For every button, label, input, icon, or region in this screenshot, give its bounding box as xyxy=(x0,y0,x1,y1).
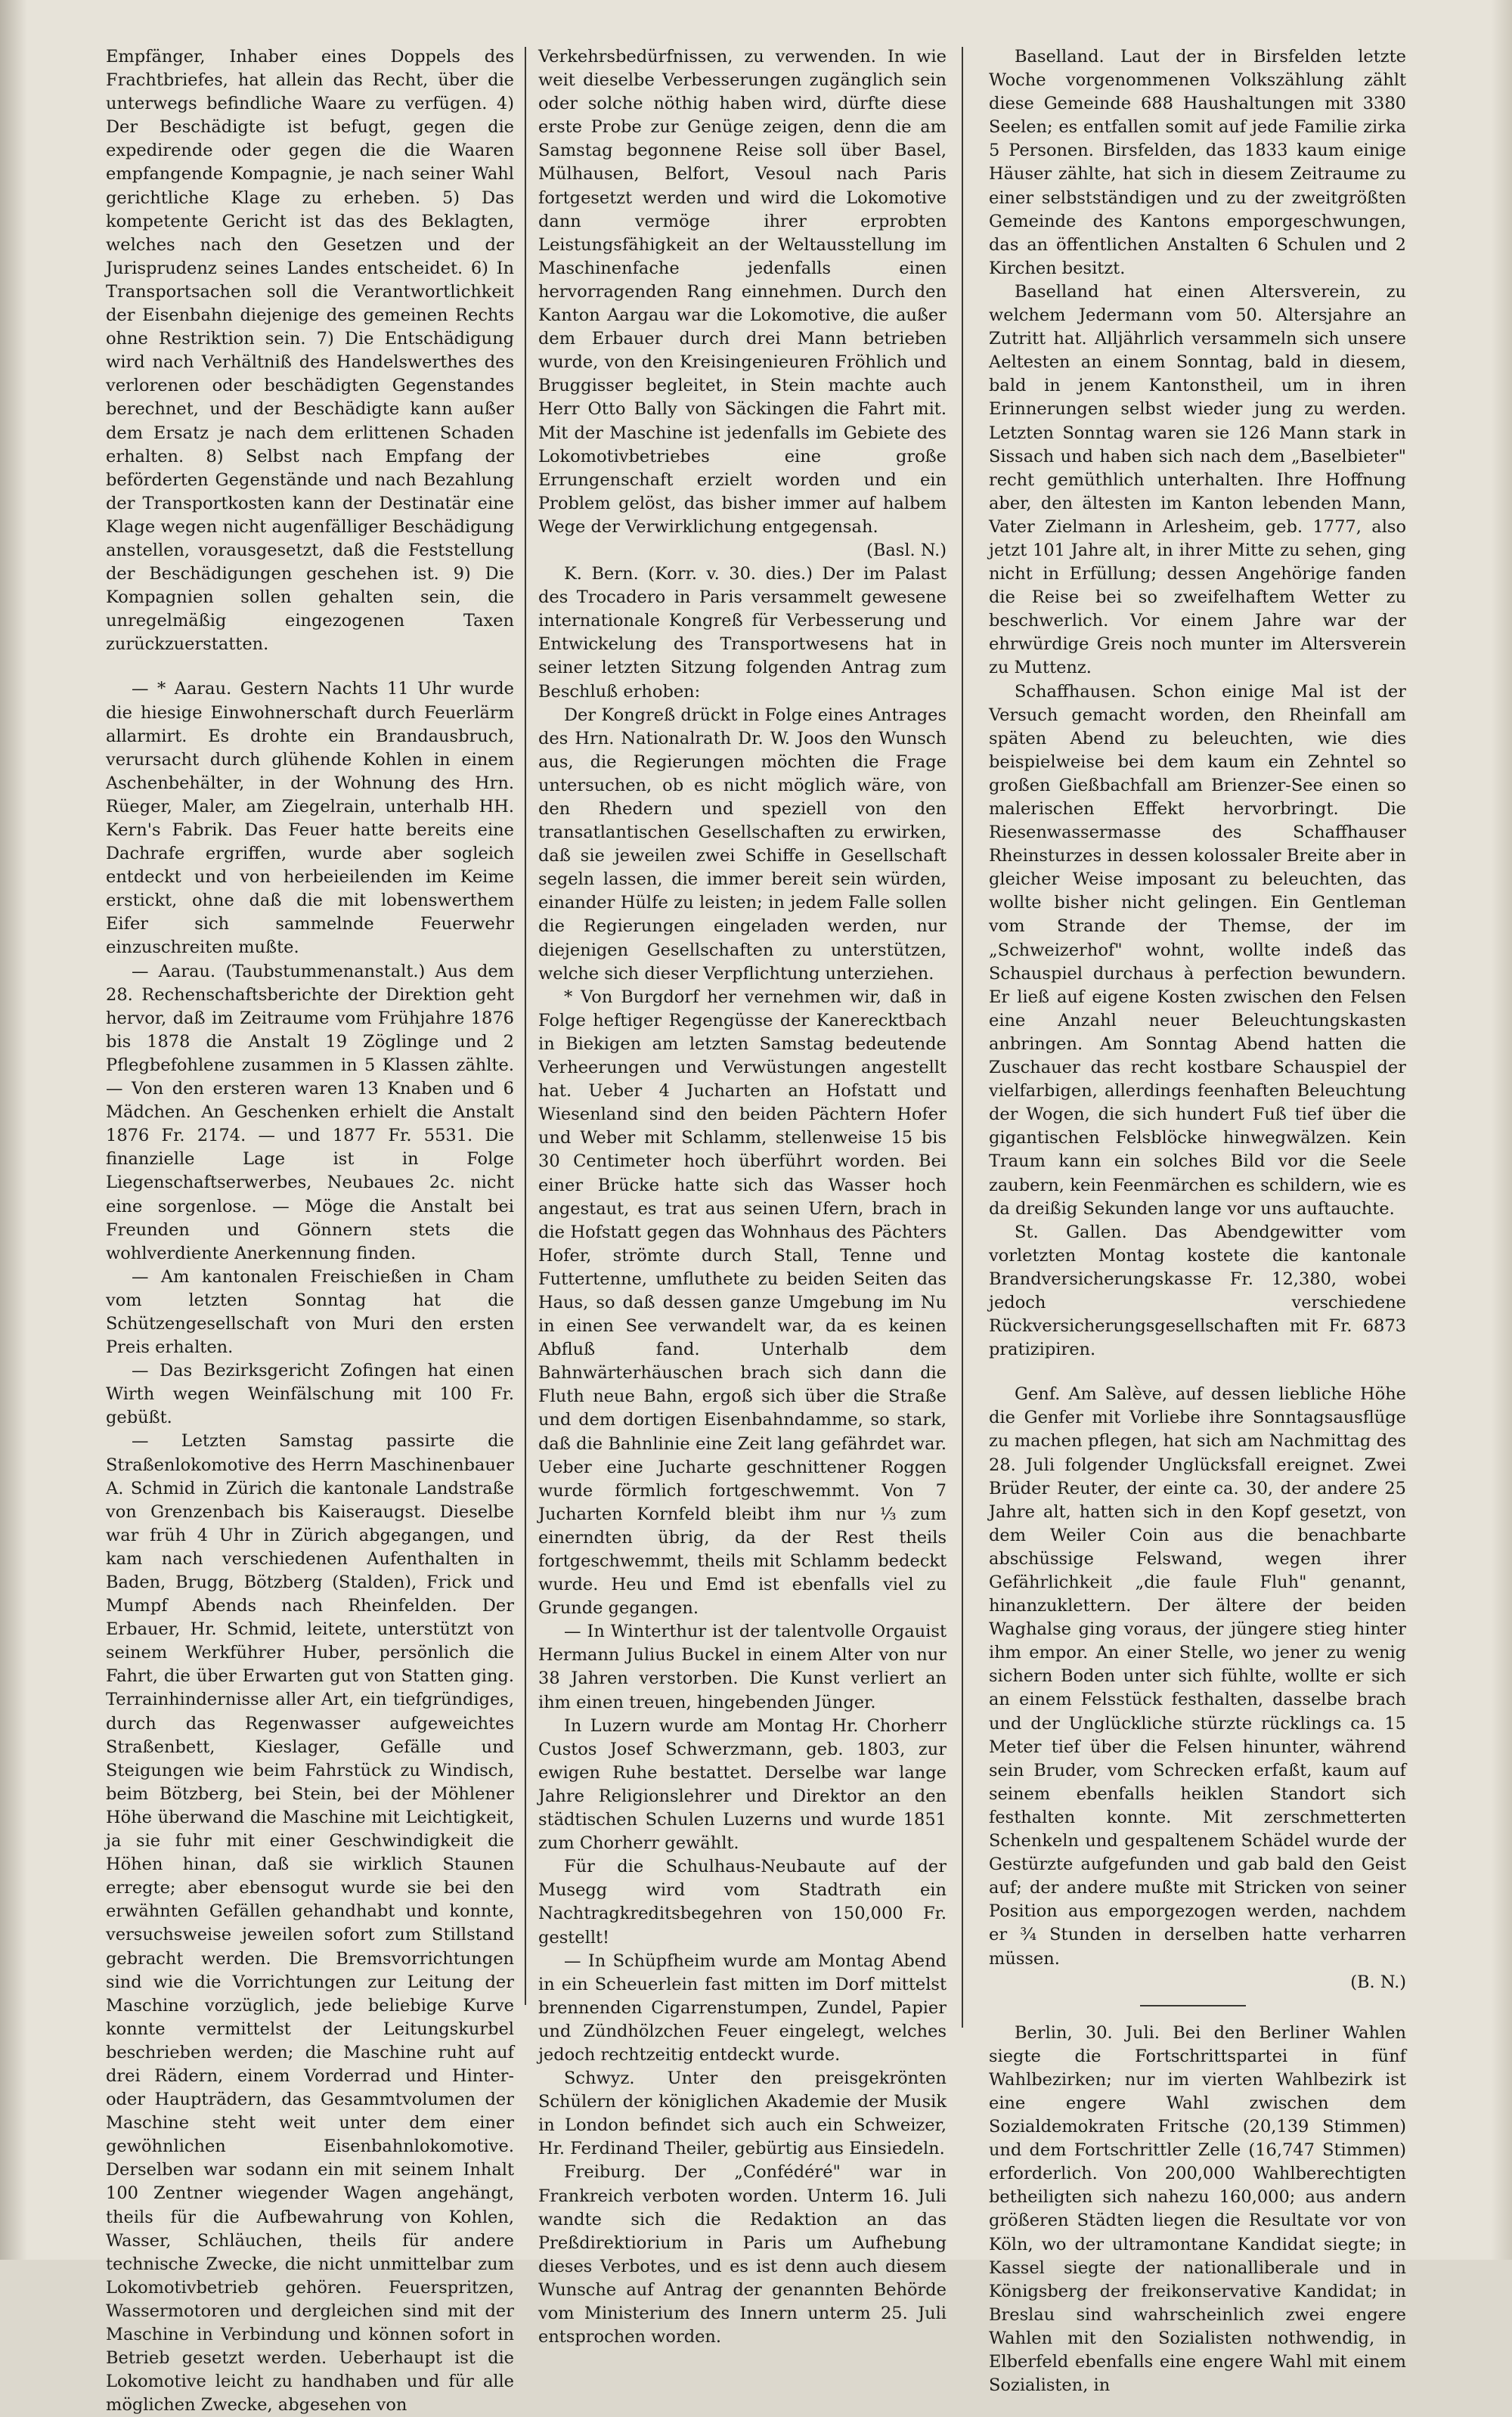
article-aarau-fire: — * Aarau. Gestern Nachts 11 Uhr wurde die hiesige Einwohnerschaft durch Feuerlärm allarmirt. Es drohte ein Brandausbruch, verursacht durch glühende Kohlen in einem Aschenbehälter, in der Wohnung des Hrn. Rüeger, Maler, am Ziegelrain, unterhalb HH. Kern's Fabrik. Das Feuer hatte bereits eine Dachrafe ergriffen, wurde aber sogleich entdeckt und von herbeieilenden im Keime erstickt, ohne daß die mit lobenswerthem Eifer sich sammelnde Feuerwehr einzuschreiten mußte. xyxy=(106,679,514,958)
article-baselland-elderly: Baselland hat einen Altersverein, zu welchem Jedermann vom 50. Altersjahre an Zutritt hat. Alljährlich versammeln sich unsere Aeltesten an einem Sonntag, bald in diesem, bald in jenem Kantonstheil, um in ihren Erinnerungen selbst wieder jung zu werden. Letzten Sonntag waren sie 126 Mann stark in Sissach und haben sich nach dem „Baselbieter" recht gemüthlich unterhalten. Ihre Hoffnung aber, den ältesten im Kanton lebenden Mann, Vater Zielmann in Arlesheim, geb. 1777, also jetzt 101 Jahre alt, in ihrer Mitte zu sehen, ging nicht in Erfüllung; dessen Angehörige fanden die Reise bei so zweifelhaftem Wetter zu beschwerlich. Vor einem Jahre war der ehrwürdige Greis noch munter im Altersverein zu Muttenz. xyxy=(989,281,1406,678)
column-3 xyxy=(989,45,1406,2397)
article-congress-resolution: Der Kongreß drückt in Folge eines Antrages des Hrn. Nationalrath Dr. W. Joos den Wunsch aus, die Regierungen möchten die Frage untersuchen, ob es nicht möglich wäre, von den Rhedern und speziell von den transatlantischen Gesellschaften zu erwirken, daß sie jeweilen zwei Schiffe in Gesellschaft segeln lassen, die immer bereit sein würden, einander Hülfe zu leisten; in jedem Falle sollen die Regierungen eingeladen werden, nur diejenigen Gesellschaften zu unterstützen, welche sich dieser Verpflichtung unterziehen. xyxy=(538,705,947,984)
article-luzern-school: Für die Schulhaus-Neubaute auf der Musegg wird vom Stadtrath ein Nachtragkreditsbegehren von 150,000 Fr. gestellt! xyxy=(538,1857,947,1948)
article-zofingen-court: — Das Bezirksgericht Zofingen hat einen Wirth wegen Weinfälschung mit 100 Fr. gebüßt. xyxy=(106,1361,514,1428)
article-aarau-deaf-institute: — Aarau. (Taubstummenanstalt.) Aus dem 28. Rechenschaftsberichte der Direktion geht hervor, daß im Zeitraume vom Frühjahre 1876 bis 1878 die Anstalt 19 Zöglinge und 2 Pflegbefohlene zusammen in 5 Klassen zählte. — Von den ersteren waren 13 Knaben und 6 Mädchen. An Geschenken erhielt die Anstalt 1876 Fr. 2174. — und 1877 Fr. 5531. Die finanzielle Lage ist in Folge Liegenschaftserwerbes, Neubaues 2c. nicht eine sorgenlose. — Möge die Anstalt bei Freunden und Gönnern stets die wohlverdiente Anerkennung finden. xyxy=(106,961,514,1263)
section-divider xyxy=(1140,2005,1246,2006)
article-schuepfheim-fire: — In Schüpfheim wurde am Montag Abend in ein Scheuerlein fast mitten im Dorf mittelst brennenden Cigarrenstumpen, Zundel, Papier und Zündhölzchen Feuer eingelegt, welches jedoch rechtzeitig entdeckt wurde. xyxy=(538,1951,947,2065)
article-burgdorf-flood: * Von Burgdorf her vernehmen wir, daß in Folge heftiger Regengüsse der Kanerecktbach in Biekigen am letzten Samstag bedeutende Verheerungen und Verwüstungen angestellt hat. Ueber 4 Jucharten an Hofstatt und Wiesenland sind den beiden Pächtern Hofer und Weber mit Schlamm, stellenweise 15 bis 30 Centimeter hoch überführt worden. Bei einer Brücke hatte sich das Wasser hoch angestaut, es trat aus seinen Ufern, brach in die Hofstatt gegen das Wohnhaus des Pächters Hofer, strömte durch Stall, Tenne und Futtertenne, umfluthete zu beiden Seiten das Haus, so daß dessen ganze Umgebung im Nu in einen See verwandelt war, da es keinen Abfluß fand. Unterhalb dem Bahnwärterhäuschen brach sich dann die Fluth neue Bahn, ergoß sich über die Straße und dem dortigen Eisenbahndamme, so stark, daß die Bahnlinie eine Zeit lang gefährdet war. Ueber eine Jucharte geschnittener Roggen wurde förmlich fortgeschwemmt. Von 7 Jucharten Kornfeld bleibt ihm nur ⅓ zum einerndten übrig, da der Rest theils fortgeschwemmt, theils mit Schlamm bedeckt wurde. Heu und Emd ist ebenfalls viel zu Grunde gegangen. xyxy=(538,987,947,1619)
column-1 xyxy=(106,45,514,2417)
article-schaffhausen-rheinfall: Schaffhausen. Schon einige Mal ist der Versuch gemacht worden, den Rheinfall am späten Abend zu beleuchten, wie dies beispielweise bei dem kaum ein Zehntel so großen Gießbachfall am Brienzer-See einen so malerischen Effekt hervorbringt. Die Riesenwassermasse des Schaffhauser Rheinsturzes in dessen kolossaler Breite aber in gleicher Weise imposant zu beleuchten, das wollte bisher nicht gelingen. Ein Gentleman vom Strande der Themse, der im „Schweizerhof" wohnt, wollte indeß das Schauspiel durchaus à perfection bewundern. Er ließ auf eigene Kosten zwischen den Felsen eine Anzahl neuer Beleuchtungskasten anbringen. Am Sonntag Abend hatten die Zuschauer das recht kostbare Schauspiel der vielfarbigen, allerdings feenhaften Beleuchtung der Wogen, die sich hundert Fuß tief über die gigantischen Felsblöcke hinwegwälzen. Kein Traum kann ein solches Bild vor die Seele zaubern, kein Feenmärchen es schildern, wie es da dreißig Sekunden lange vor uns auftauchte. xyxy=(989,681,1406,1219)
source-b-n: (B. N.) xyxy=(1350,1972,1406,1992)
page-shadow-right xyxy=(1491,0,1512,2260)
column-rule-1 xyxy=(525,47,526,2005)
source-basl-n: (Basl. N.) xyxy=(866,540,947,560)
page-shadow-left xyxy=(0,0,27,2260)
article-genf-accident: Genf. Am Salève, auf dessen liebliche Höhe die Genfer mit Vorliebe ihre Sonntagsausflüge zu machen pflegen, hat sich am Nachmittag des 28. Juli folgender Unglücksfall ereignet. Zwei Brüder Reuter, der einte ca. 30, der andere 25 Jahre alt, hatten sich in den Kopf gesetzt, von dem Weiler Coin aus die benachbarte abschüssige Felswand, wegen ihrer Gefährlichkeit „die faule Fluh" genannt, hinanzuklettern. Der ältere der beiden Waghalse ging voraus, der jüngere stieg hinter ihm empor. An einer Stelle, wo jener zu wenig sichern Boden unter sich fühlte, wollte er sich an einem Felsstück festhalten, dasselbe brach und der Unglückliche stürzte rücklings ca. 15 Meter tief über die Felsen hinunter, während sein Bruder, vom Schrecken erfaßt, kaum auf seinem ebenfalls heiklen Standort sich festhalten konnte. Mit zerschmetterten Schenkeln und gespaltenem Schädel wurde der Gestürzte aufgefunden und gab bald den Geist auf; der andere mußte mit Stricken von seiner Position aus emporgezogen werden, nachdem er ¾ Stunden in derselben hatte verharren müssen. xyxy=(989,1384,1406,1969)
article-baselland-census: Baselland. Laut der in Birsfelden letzte Woche vorgenommenen Volkszählung zählt diese Gemeinde 688 Haushaltungen mit 3380 Seelen; es entfallen somit auf jede Familie zirka 5 Personen. Birsfelden, das 1833 kaum einige Häuser zählte, hat sich in diesem Zeitraume zu einer selbstständigen und zu der zweitgrößten Gemeinde des Kantons emporgeschwungen, das an öffentlichen Anstalten 6 Schulen und 2 Kirchen besitzt. xyxy=(989,47,1406,278)
article-luzern-funeral: In Luzern wurde am Montag Hr. Chorherr Custos Josef Schwerzmann, geb. 1803, zur ewigen Ruhe bestattet. Derselbe war lange Jahre Religionslehrer und Direktor an den städtischen Schulen Luzerns und wurde 1851 zum Chorherr gewählt. xyxy=(538,1715,947,1854)
article-locomotive-continued: Verkehrsbedürfnissen, zu verwenden. In wie weit dieselbe Verbesserungen zugänglich sein oder solche nöthig haben wird, dürfte diese erste Probe zur Genüge zeigen, denn die am Samstag begonnene Reise soll über Basel, Mülhausen, Belfort, Vesoul nach Paris fortgesetzt werden und wird die Lokomotive dann vermöge ihrer erprobten Leistungsfähigkeit an der Weltausstellung im Maschinenfache jedenfalls einen hervorragenden Rang einnehmen. Durch den Kanton Aargau war die Lokomotive, die außer dem Erbauer durch drei Mann betrieben wurde, von den Kreisingenieuren Fröhlich und Bruggisser begleitet, in Stein machte auch Herr Otto Bally von Säckingen die Fahrt mit. Mit der Maschine ist jedenfalls im Gebiete des Lokomotivbetriebes eine große Errungenschaft erzielt worden und ein Problem gelöst, das bisher immer auf halbem Wege der Verwirklichung entgegensah. xyxy=(538,47,947,537)
article-winterthur-organist: — In Winterthur ist der talentvolle Orgauist Hermann Julius Buckel in einem Alter von nur 38 Jahren verstorben. Die Kunst verliert an ihm einen treuen, hingebenden Jünger. xyxy=(538,1622,947,1712)
column-2 xyxy=(538,45,947,2349)
article-bern-congress: K. Bern. (Korr. v. 30. dies.) Der im Palast des Trocadero in Paris versammelt gewesene internationale Kongreß für Verbesserung und Entwickelung des Transportwesens hat in seiner letzten Sitzung folgenden Antrag zum Beschluß erhoben: xyxy=(538,564,947,702)
article-schwyz-music: Schwyz. Unter den preisgekrönten Schülern der königlichen Akademie der Musik in London befindet sich auch ein Schweizer, Hr. Ferdinand Theiler, gebürtig aus Einsiedeln. xyxy=(538,2068,947,2159)
article-road-locomotive: — Letzten Samstag passirte die Straßenlokomotive des Herrn Maschinenbauer A. Schmid in Zürich die kantonale Landstraße von Grenzenbach bis Kaiseraugst. Dieselbe war früh 4 Uhr in Zürich abgegangen, und kam nach verschiedenen Aufenthalten in Baden, Brugg, Bötzberg (Stalden), Frick und Mumpf Abends nach Rheinfelden. Der Erbauer, Hr. Schmid, leitete, unterstützt von seinem Werkführer Huber, persönlich die Fahrt, die über Erwarten gut von Statten ging. Terrainhindernisse aller Art, ein tiefgründiges, durch das Regenwasser aufgeweichtes Straßenbett, Kieslager, Gefälle und Steigungen wie beim Fahrstück zu Windisch, beim Bötzberg, bei Stein, bei der Möhlener Höhe überwand die Maschine mit Leichtigkeit, ja sie fuhr mit einer Geschwindigkeit die Höhen hinan, daß sie wirklich Staunen erregte; aber ebensogut wurde sie bei den erwähnten Gefällen gehandhabt und konnte, versuchsweise jeweilen sofort zum Stillstand gebracht werden. Die Bremsvorrichtungen sind wie die Vorrichtungen zur Leitung der Maschine vorzüglich, jede beliebige Kurve konnte vermittelst der Leitungskurbel beschrieben werden; die Maschine ruht auf drei Rädern, einem Vorderrad und Hinter- oder Haupträdern, das Gesammtvolumen der Maschine steht weit unter dem einer gewöhnlichen Eisenbahnlokomotive. Derselben war sodann ein mit seinem Inhalt 100 Zentner wiegender Wagen angehängt, theils für die Aufbewahrung von Kohlen, Wasser, Schläuchen, theils für andere technische Zwecke, die nicht unmittelbar zum Lokomotivbetrieb gehören. Feuerspritzen, Wassermotoren und dergleichen sind mit der Maschine in Verbindung und können sofort in Betrieb gesetzt werden. Ueberhaupt ist die Lokomotive leicht zu handhaben und für alle möglichen Zwecke, abgesehen von xyxy=(106,1431,514,2415)
article-berlin-elections: Berlin, 30. Juli. Bei den Berliner Wahlen siegte die Fortschrittspartei in fünf Wahlbezirken; nur im vierten Wahlbezirk ist eine engere Wahl zwischen dem Sozialdemokraten Fritsche (20,139 Stimmen) und dem Fortschrittler Zelle (16,747 Stimmen) erforderlich. Von 200,000 Wahlberechtigten betheiligten sich nahezu 160,000; aus andern größeren Städten liegen die Resultate vor von Köln, wo der ultramontane Kandidat siegte; in Kassel siegte der nationalliberale und in Königsberg der freikonservative Kandidat; in Breslau sind wahrscheinlich zwei engere Wahlen mit den Sozialisten nothwendig, in Elberfeld ebenfalls eine engere Wahl mit einem Sozialisten, in xyxy=(989,2022,1406,2396)
article-cham-shooting: — Am kantonalen Freischießen in Cham vom letzten Sonntag hat die Schützengesellschaft von Muri den ersten Preis erhalten. xyxy=(106,1266,514,1358)
article-st-gallen-storm: St. Gallen. Das Abendgewitter vom vorletzten Montag kostete die kantonale Brandversicherungskasse Fr. 12,380, wobei jedoch verschiedene Rückversicherungsgesellschaften mit Fr. 6873 pratizipiren. xyxy=(989,1222,1406,1360)
column-rule-2 xyxy=(962,47,963,2028)
article-transport-rules: Empfänger, Inhaber eines Doppels des Frachtbriefes, hat allein das Recht, über die unterwegs befindliche Waare zu verfügen. 4) Der Beschädigte ist befugt, gegen die expedirende oder gegen die die Waaren empfangende Kompagnie, je nach seiner Wahl gerichtliche Klage zu erheben. 5) Das kompetente Gericht ist das des Beklagten, welches nach den Gesetzen und der Jurisprudenz seines Landes entscheidet. 6) In Transportsachen soll die Verantwortlichkeit der Eisenbahn diejenige des gemeinen Rechts ohne Restriktion sein. 7) Die Entschädigung wird nach Verhältniß des Handelswerthes des verlorenen oder beschädigten Gegenstandes berechnet, und der Beschädigte kann außer dem Ersatz je nach dem erlittenen Schaden erhalten. 8) Selbst nach Empfang der beförderten Gegenstände und nach Bezahlung der Transportkosten kann der Destinatär eine Klage wegen nicht augenfälliger Beschädigung anstellen, vorausgesetzt, daß die Feststellung der Beschädigungen geschehen ist. 9) Die Kompagnien sollen gehalten sein, die unregelmäßig eingezogenen Taxen zurückzuerstatten. xyxy=(106,47,514,655)
article-freiburg-confedere: Freiburg. Der „Confédéré" war in Frankreich verboten worden. Unterm 16. Juli wandte sich die Redaktion an das Preßdirektiorium in Paris um Aufhebung dieses Verbotes, und es ist denn auch diesem Wunsche auf Antrag der genannten Behörde vom Ministerium des Innern unterm 25. Juli entsprochen worden. xyxy=(538,2162,947,2347)
